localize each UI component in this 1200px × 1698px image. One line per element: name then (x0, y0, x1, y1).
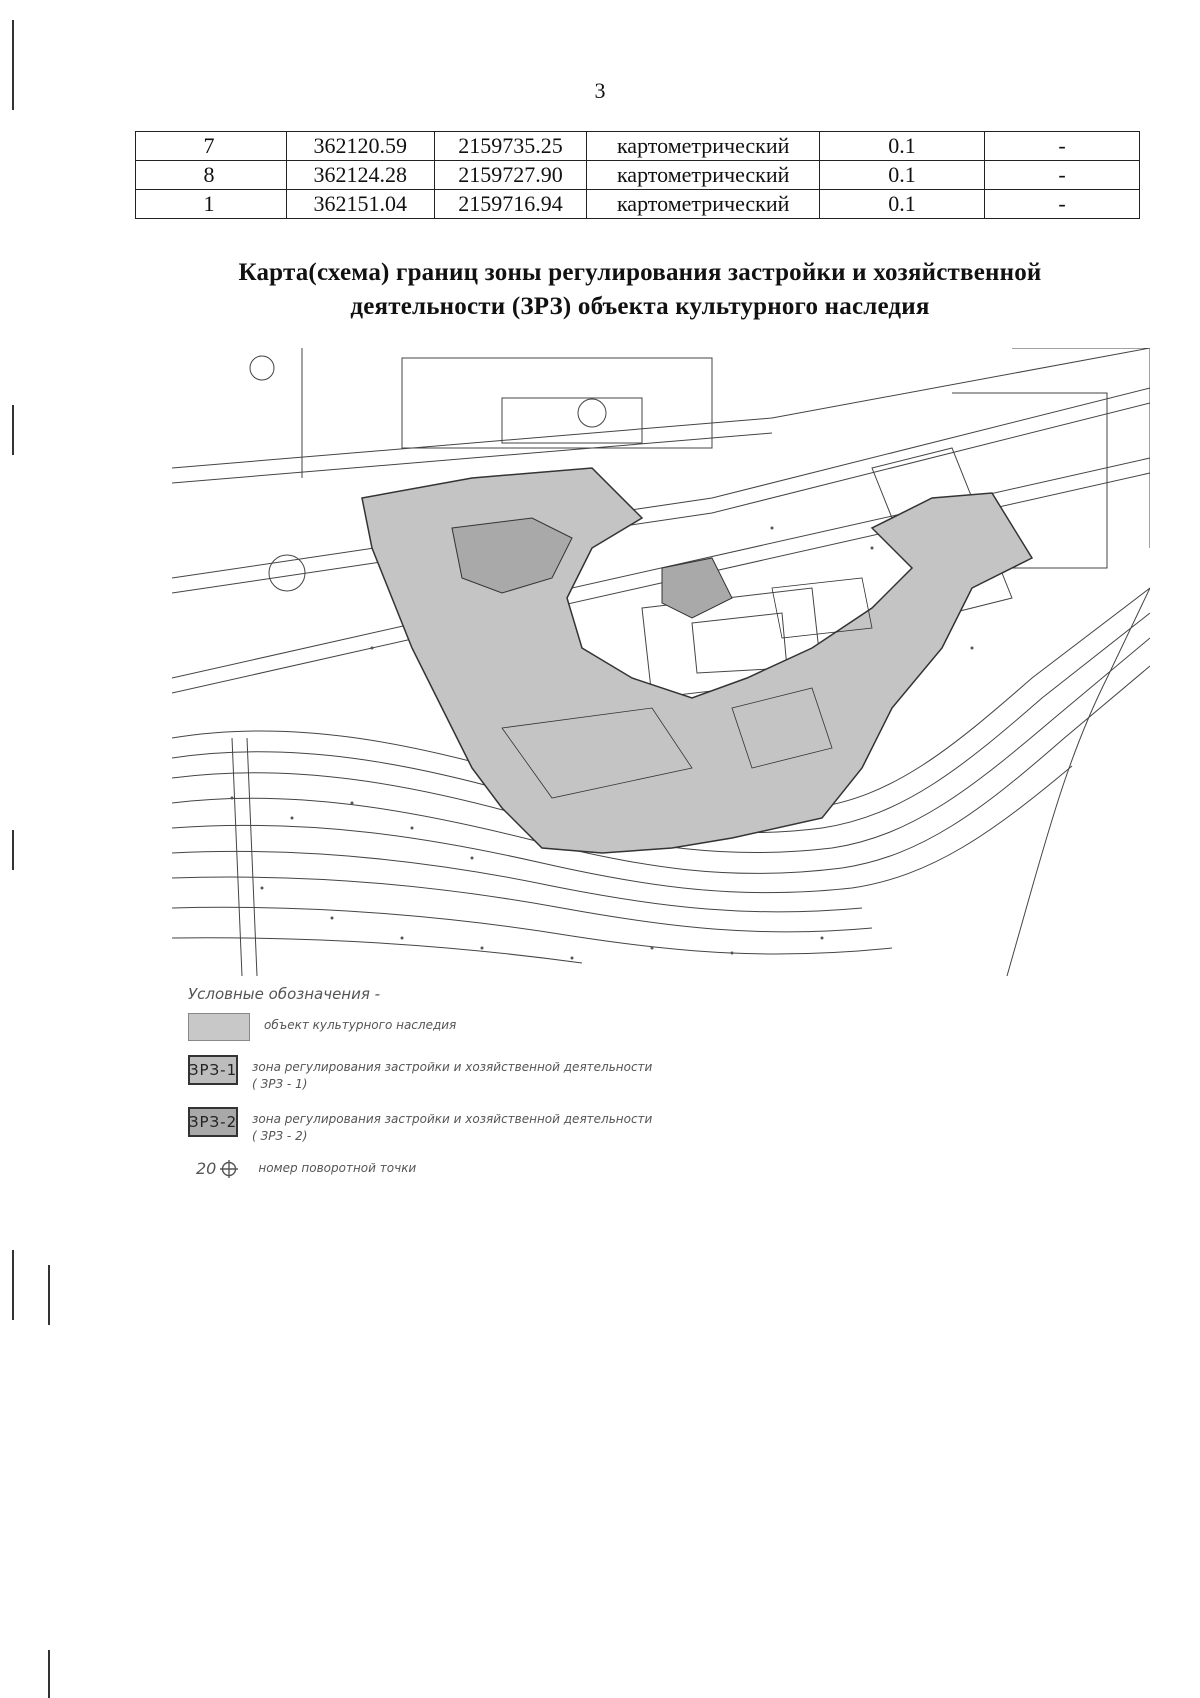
x-cell: 362124.28 (286, 161, 434, 190)
x-cell: 362120.59 (286, 132, 434, 161)
y-cell: 2159735.25 (434, 132, 587, 161)
coordinates-table (135, 131, 1140, 219)
table-row (136, 132, 1140, 161)
accuracy-cell: 0.1 (819, 132, 984, 161)
legend-label: объект культурного наследия (264, 1018, 457, 1032)
legend-item-point (196, 1159, 748, 1178)
table-row (136, 161, 1140, 190)
accuracy-cell: 0.1 (819, 161, 984, 190)
legend-label (252, 1059, 652, 1093)
legend-label (252, 1111, 652, 1145)
legend-item-heritage (188, 1013, 748, 1041)
note-cell: - (985, 161, 1140, 190)
zrz1-line-2: ( ЗРЗ - 1) (252, 1077, 308, 1091)
margin-mark (48, 1650, 50, 1698)
note-cell: - (985, 190, 1140, 219)
legend-title: Условные обозначения - (188, 985, 381, 1003)
zrz1-swatch: ЗРЗ-1 (188, 1055, 238, 1085)
x-cell: 362151.04 (286, 190, 434, 219)
point-number-cell: 8 (136, 161, 287, 190)
zrz1-line-1: зона регулирования застройки и хозяйственной деятельности (252, 1060, 653, 1074)
margin-mark (12, 405, 14, 455)
heritage-swatch (188, 1013, 250, 1041)
point-number: 20 (196, 1159, 217, 1178)
method-cell: картометрический (587, 190, 819, 219)
title-line-2: деятельности (ЗРЗ) объекта культурного наследия (350, 293, 930, 320)
legend-item-zrz1 (188, 1055, 748, 1093)
legend-item-zrz2 (188, 1107, 748, 1145)
zrz2-swatch: ЗРЗ-2 (188, 1107, 238, 1137)
method-cell: картометрический (587, 161, 819, 190)
map-title (150, 256, 1130, 324)
accuracy-cell: 0.1 (819, 190, 984, 219)
zone-map (172, 348, 1150, 976)
margin-mark (12, 1250, 14, 1320)
margin-mark (48, 1265, 50, 1325)
page-number: 3 (594, 78, 606, 103)
point-number-cell: 7 (136, 132, 287, 161)
map-legend (188, 985, 748, 1178)
zrz2-line-2: ( ЗРЗ - 2) (252, 1129, 308, 1143)
method-cell: картометрический (587, 132, 819, 161)
table-row (136, 190, 1140, 219)
margin-mark (12, 830, 14, 870)
y-cell: 2159727.90 (434, 161, 587, 190)
crosshair-circle-icon (220, 1160, 238, 1178)
title-line-1: Карта(схема) границ зоны регулирования застройки и хозяйственной (238, 259, 1042, 286)
point-number-cell: 1 (136, 190, 287, 219)
note-cell: - (985, 132, 1140, 161)
zrz2-line-1: зона регулирования застройки и хозяйственной деятельности (252, 1112, 653, 1126)
y-cell: 2159716.94 (434, 190, 587, 219)
point-label: номер поворотной точки (258, 1161, 417, 1175)
